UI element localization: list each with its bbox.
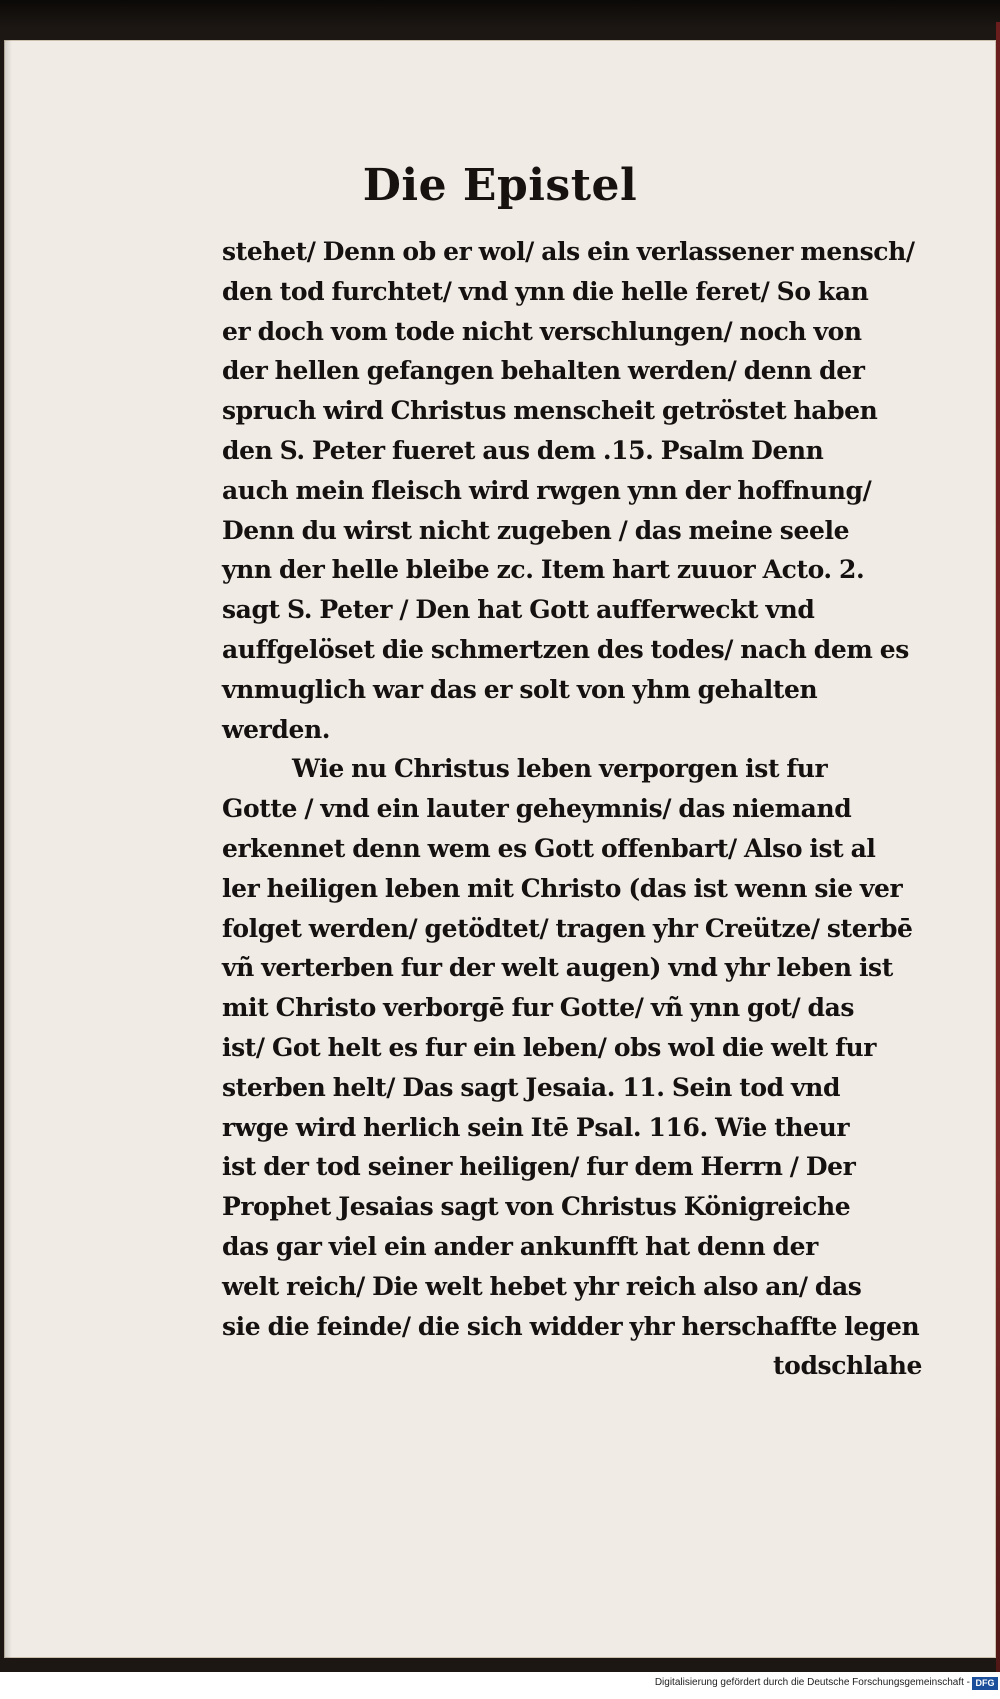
text-line: Prophet Jesaias sagt von Christus Königreiche — [222, 1192, 851, 1222]
text-line: sie die feinde/ die sich widder yhr herschaffte legen — [222, 1311, 920, 1341]
funding-note: Digitalisierung gefördert durch die Deutsche Forschungsgemeinschaft - — [654, 1677, 970, 1688]
text-line: rwge wird herlich sein Itē Psal. 116. Wie theur — [222, 1112, 850, 1142]
text-line: ist/ Got helt es fur ein leben/ obs wol die welt fur — [222, 1032, 877, 1062]
text-line: ler heiligen leben mit Christo (das ist wenn sie ver — [222, 873, 903, 903]
paragraph-start-line: Wie nu Christus leben verporgen ist fur — [292, 754, 828, 784]
text-line: folget werden/ getödtet/ tragen yhr Creütze/ sterbē — [222, 913, 913, 943]
text-line: auch mein fleisch wird rwgen ynn der hoffnung/ — [222, 475, 872, 505]
text-line: mit Christo verborgē fur Gotte/ vñ ynn got/ das — [222, 993, 855, 1023]
book-edge — [996, 22, 1000, 1672]
text-line: sagt S. Peter / Den hat Gott aufferweckt vnd — [222, 595, 815, 625]
text-line: auffgelöset die schmertzen des todes/ nach dem es — [222, 634, 909, 664]
text-line: ynn der helle bleibe zc. Item hart zuuor Acto. 2. — [222, 555, 865, 585]
text-line: sterben helt/ Das sagt Jesaia. 11. Sein tod vnd — [222, 1072, 841, 1102]
text-line: ist der tod seiner heiligen/ fur dem Herrn / Der — [222, 1152, 856, 1182]
text-line: den S. Peter fueret aus dem .15. Psalm Denn — [222, 435, 824, 465]
text-line: vnmuglich war das er solt von yhm gehalten — [222, 674, 818, 704]
text-line: erkennet denn wem es Gott offenbart/ Also ist al — [222, 833, 876, 863]
page-gutter-shadow — [4, 40, 12, 1658]
text-line: der hellen gefangen behalten werden/ denn der — [222, 356, 865, 386]
digitization-footer — [0, 1672, 1000, 1699]
text-line: er doch vom tode nicht verschlungen/ noch von — [222, 316, 862, 346]
text-line: werden. — [222, 714, 331, 744]
catchword: todschlahe — [773, 1351, 922, 1381]
running-head: Die Epistel — [362, 160, 638, 211]
text-line: welt reich/ Die welt hebet yhr reich also an/ das — [222, 1271, 862, 1301]
dfg-logo: DFG — [972, 1677, 998, 1690]
text-line: den tod furchtet/ vnd ynn die helle feret/ So kan — [222, 276, 869, 306]
text-line: Denn du wirst nicht zugeben / das meine seele — [222, 515, 850, 545]
body-text — [222, 232, 924, 1386]
text-line: stehet/ Denn ob er wol/ als ein verlassener mensch/ — [222, 237, 915, 266]
text-line: Gotte / vnd ein lauter geheymnis/ das niemand — [222, 794, 852, 824]
text-line: vñ verterben fur der welt augen) vnd yhr leben ist — [222, 953, 893, 983]
text-line: spruch wird Christus menscheit getröstet haben — [222, 396, 878, 426]
text-line: das gar viel ein ander ankunfft hat denn der — [222, 1231, 818, 1261]
